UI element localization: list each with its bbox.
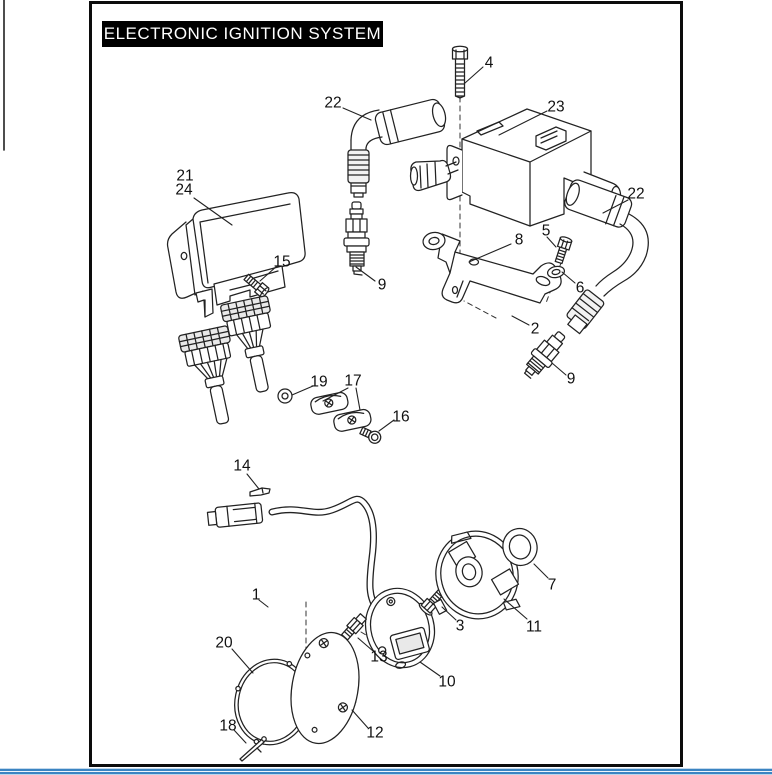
page-title: ELECTRONIC IGNITION SYSTEM [103, 24, 382, 43]
callout-5: 5 [541, 222, 551, 240]
part-harness-connector-right [220, 295, 286, 396]
callout-14: 14 [233, 457, 251, 475]
part-harness-plug [207, 503, 263, 529]
callout-23: 23 [547, 98, 565, 116]
callout-15: 15 [273, 253, 291, 271]
part-spark-plug-9-right [518, 327, 570, 383]
callout-2: 2 [530, 320, 540, 338]
callout-8: 8 [514, 231, 524, 249]
part-screw-16 [359, 425, 383, 445]
part-spark-plug-9-left [344, 202, 369, 275]
callout-19: 19 [310, 373, 328, 391]
callout-21: 21 [176, 167, 194, 185]
callout-13: 13 [370, 648, 388, 666]
callout-18: 18 [219, 717, 237, 735]
part-cable-tie-14 [250, 488, 270, 496]
part-harness-connector-left [178, 325, 247, 428]
part-bracket-8 [422, 231, 561, 303]
callout-10: 10 [438, 673, 456, 691]
callout-17: 17 [344, 372, 362, 390]
callout-22-right: 22 [627, 185, 645, 203]
part-clamp-17-upper [310, 391, 350, 415]
title-banner [102, 21, 383, 47]
callout-9-left: 9 [377, 276, 387, 294]
callout-24: 24 [175, 181, 193, 199]
part-bolt-4 [453, 46, 468, 98]
callout-3: 3 [455, 617, 465, 635]
callout-22-left: 22 [324, 94, 342, 112]
callout-9-right: 9 [566, 370, 576, 388]
callout-12: 12 [366, 724, 384, 742]
callout-11: 11 [525, 618, 543, 636]
callout-20: 20 [215, 634, 233, 652]
callout-7: 7 [547, 576, 557, 594]
callout-4: 4 [484, 54, 494, 72]
callout-6: 6 [575, 279, 585, 297]
callout-16: 16 [392, 408, 410, 426]
callout-1: 1 [251, 586, 261, 604]
part-screw-5 [553, 236, 573, 265]
part-nut-19 [278, 389, 292, 403]
